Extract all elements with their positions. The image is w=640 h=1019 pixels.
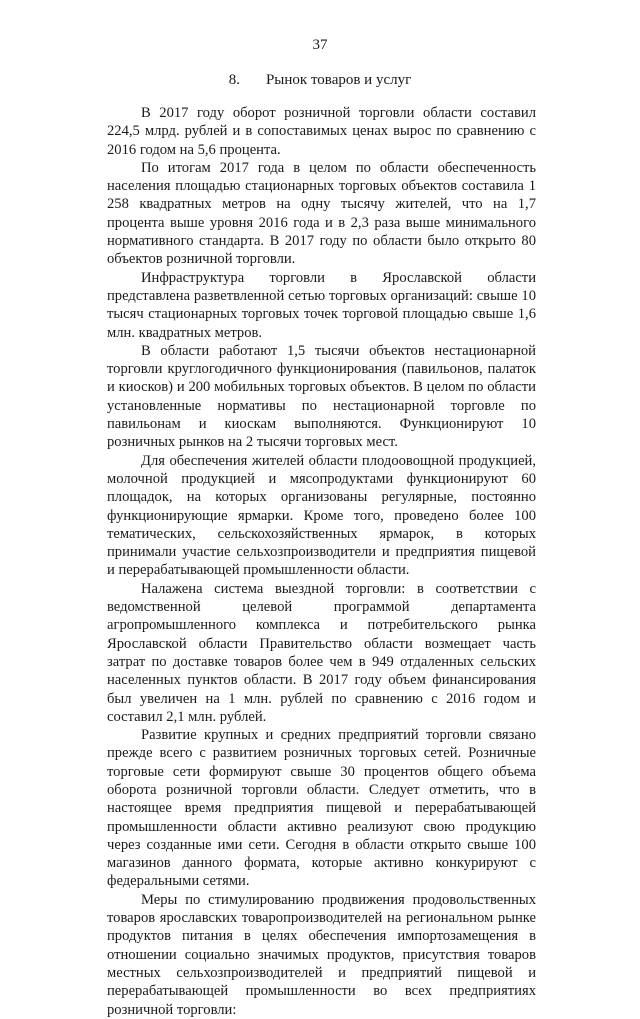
body-text xyxy=(107,104,536,1019)
paragraph: Налажена система выездной торговли: в соответствии с ведомственной целевой программой департамента агропромышленного комплекса и потребительского рынка Ярославской области Правительство области возмещает часть затрат по доставке товаров более чем в 949 отдаленных сельских населенных пунктов области. В 2017 году объем финансирования был увеличен на 1 млн. рублей по сравнению с 2016 годом и составил 2,1 млн. рублей. xyxy=(107,580,536,725)
paragraph: Для обеспечения жителей области плодоовощной продукцией, молочной продукцией и мясопродуктами функционируют 60 площадок, на которых организованы регулярные, постоянно функционирующие ярмарки. Кроме того, проведено более 100 тематических, сельскохозяйственных ярмарок, в которых принимали участие сельхозпроизводители и предприятия пищевой и перерабатывающей промышленности области. xyxy=(107,452,536,579)
section-number: 8. xyxy=(228,72,240,88)
section-title-text: Рынок товаров и услуг xyxy=(265,72,412,88)
paragraph: Развитие крупных и средних предприятий торговли связано прежде всего с развитием розничных торговых сетей. Розничные торговые сети формируют свыше 30 процентов общего объема оборота розничной торговли области. Следует отметить, что в настоящее время предприятия пищевой и перерабатывающей промышленности области активно реализуют свою продукцию через созданные ими сети. Сегодня в области открыто свыше 100 магазинов данного формата, которые активно конкурируют с федеральными сетями. xyxy=(107,727,536,890)
page-number: 37 xyxy=(312,37,328,53)
section-heading xyxy=(0,71,640,89)
paragraph: В 2017 году оборот розничной торговли области составил 224,5 млрд. рублей и в сопоставимых ценах вырос по сравнению с 2016 годом на 5,6 процента. xyxy=(107,105,536,158)
paragraph: Меры по стимулированию продвижения продовольственных товаров ярославских товаропроизводителей на региональном рынке продуктов питания в целях обеспечения импортозамещения в отношении социально значимых продуктов, присутствия товаров местных сельхозпроизводителей и предприятий пищевой и перерабатывающей промышленности во всех предприятиях розничной торговли: xyxy=(107,891,536,1018)
paragraph: По итогам 2017 года в целом по области обеспеченность населения площадью стационарных торговых объектов составила 1 258 квадратных метров на одну тысячу жителей, что на 1,7 процента выше уровня 2016 года и в 2,3 раза выше минимального нормативного стандарта. В 2017 году по области было открыто 80 объектов розничной торговли. xyxy=(107,159,536,268)
paragraph: Инфраструктура торговли в Ярославской области представлена разветвленной сетью торговых организаций: свыше 10 тысяч стационарных торговых точек торговой площадью свыше 1,6 млн. квадратных метров. xyxy=(107,269,536,341)
paragraph: В области работают 1,5 тысячи объектов нестационарной торговли круглогодичного функционирования (павильонов, палаток и киосков) и 200 мобильных торговых объектов. В целом по области установленные нормативы по нестационарной торговле по павильонам и киоскам выполняются. Функционируют 10 розничных рынков на 2 тысячи торговых мест. xyxy=(107,342,536,451)
